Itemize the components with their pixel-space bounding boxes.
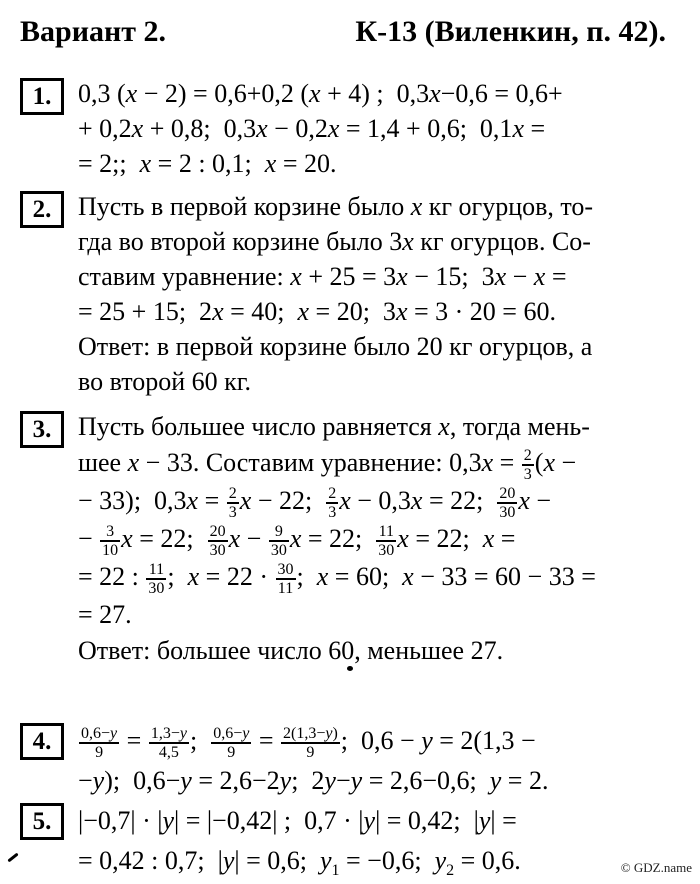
math-variable: y [242, 725, 250, 743]
math-variable: y [162, 806, 174, 836]
math-variable: y [179, 725, 187, 743]
fraction-denominator: 30 [270, 542, 287, 560]
fraction [100, 523, 120, 559]
math-variable: x [339, 486, 351, 516]
fraction-numerator: 2(1,3−y) [283, 725, 338, 743]
math-variable: x [397, 524, 409, 554]
subscript: 2 [446, 862, 455, 880]
math-variable: x [290, 262, 302, 291]
fraction [326, 485, 338, 521]
math-variable: x [256, 114, 268, 143]
math-variable: x [429, 79, 441, 108]
fraction-denominator: 30 [378, 542, 395, 560]
math-line: = 25 + 15; 2x = 40; x = 20; 3x = 3 · 20 = 60. [78, 297, 556, 326]
fraction-denominator: 9 [227, 744, 236, 762]
problem-item [20, 721, 672, 801]
math-variable: x [395, 297, 408, 326]
math-variable: x [212, 297, 224, 326]
math-variable: y [319, 846, 332, 876]
variant-title: Вариант 2. [20, 15, 167, 48]
problem-lines [78, 801, 672, 881]
math-variable: x [228, 524, 241, 554]
fraction-denominator: 3 [328, 504, 337, 522]
subscript: 1 [331, 862, 340, 880]
fraction-numerator: 11 [376, 523, 396, 542]
math-variable: x [125, 79, 138, 108]
fraction-denominator: 11 [277, 580, 294, 598]
math-line: Пусть большее число равняется x, тогда мень- [78, 412, 590, 441]
fraction-numerator: 20 [209, 523, 226, 541]
math-variable: y [222, 846, 235, 876]
math-variable: x [481, 448, 494, 477]
math-variable: y [489, 766, 502, 796]
problem-number-box: 4. [20, 723, 64, 760]
math-variable: x [139, 149, 152, 178]
math-line: Ответ: большее число 60, меньшее 27. [78, 636, 504, 666]
fraction [281, 725, 340, 761]
problem-number-box: 1. [20, 78, 64, 115]
math-variable: x [239, 486, 252, 516]
math-variable: x [187, 562, 200, 592]
math-line: − 33); 0,3x = $\frac{2}{3}$ x − 22; $\frac{2}{3}$ x − 0,3x = 22; $\frac{20}{30}$ x − [78, 485, 552, 522]
math-variable: y [180, 766, 192, 796]
math-line: = 22 : $\frac{11}{30}$ ; x = 22 · $\frac{30}{11}$ ; x = 60; x − 33 = 60 − 33 = [78, 561, 596, 598]
math-line: − $\frac{3}{10}$ x = 22; $\frac{20}{30}$ x − $\frac{9}{30}$ x = 22; $\frac{11}{30}$ x = 22; x = [78, 523, 516, 560]
fraction [211, 725, 251, 761]
math-variable: x [121, 524, 133, 554]
fraction-numerator: 0,6−y [213, 725, 250, 743]
problem-lines [78, 409, 672, 669]
fraction [149, 725, 189, 761]
fraction-numerator: 2 [328, 485, 337, 503]
fraction-numerator: 2 [228, 485, 237, 503]
fraction-numerator: 9 [269, 523, 289, 542]
fraction [208, 523, 228, 559]
fraction-denominator: 30 [148, 580, 165, 598]
math-variable: x [512, 114, 524, 143]
fraction-numerator: 30 [277, 561, 294, 579]
fraction [269, 523, 289, 559]
problem-item [20, 189, 672, 399]
fraction-numerator: 1,3−y [150, 725, 187, 743]
scan-artifact-dot [347, 666, 353, 671]
math-variable: x [482, 524, 495, 554]
math-variable: x [297, 297, 310, 326]
fraction-denominator: 3 [523, 466, 532, 484]
math-variable: y [110, 725, 118, 743]
math-line: + 0,2x + 0,8; 0,3x − 0,2x = 1,4 + 0,6; 0,1x = [78, 114, 546, 143]
math-variable: y [325, 725, 333, 743]
fraction-denominator: 30 [499, 504, 516, 522]
math-variable: y [92, 766, 105, 796]
math-variable: y [421, 726, 433, 756]
fraction [376, 523, 396, 559]
fraction [497, 485, 517, 521]
fraction [227, 485, 239, 521]
math-variable: y [363, 806, 376, 836]
problem-item [20, 76, 672, 181]
math-variable: x [131, 114, 144, 143]
fraction [79, 725, 119, 761]
fraction-denominator: 3 [228, 504, 237, 522]
math-line: Пусть в первой корзине было x кг огурцов, то- [78, 192, 594, 221]
math-variable: y [279, 766, 292, 796]
math-line: гда во второй корзине было 3x кг огурцов. Со- [78, 227, 591, 256]
problem-lines [78, 189, 672, 399]
math-variable: x [410, 192, 423, 221]
math-variable: y [324, 766, 336, 796]
fraction-numerator: 20 [499, 485, 516, 503]
math-variable: x [316, 562, 329, 592]
math-variable: x [438, 412, 450, 441]
fraction-numerator: 11 [146, 561, 166, 580]
math-line: −y); 0,6−y = 2,6−2y; 2y−y = 2,6−0,6; y = 2. [78, 766, 549, 796]
math-variable: x [543, 448, 556, 477]
math-line: 0,3 (x − 2) = 0,6+0,2 (x + 4) ; 0,3x−0,6 = 0,6+ [78, 79, 563, 108]
fraction [146, 561, 166, 597]
math-variable: x [264, 149, 277, 178]
watermark-copyright: © GDZ.name [620, 860, 692, 875]
problem-number-box: 3. [20, 411, 64, 448]
math-variable: x [533, 262, 546, 291]
fraction-denominator: 30 [209, 542, 226, 560]
problem-number-box: 2. [20, 191, 64, 228]
problem-number-box: 5. [20, 803, 64, 840]
math-line: = 0,42 : 0,7; |y| = 0,6; $y_1 = -0,6$; $y_2 = 0,6$. [78, 846, 521, 880]
math-variable: x [289, 524, 302, 554]
math-line: Ответ: в первой корзине было 20 кг огурцов, а [78, 332, 593, 361]
problem-lines [78, 721, 672, 801]
fraction [276, 561, 296, 597]
problem-item [20, 409, 672, 669]
math-variable: x [402, 562, 414, 592]
math-variable: x [186, 486, 199, 516]
math-variable: x [327, 114, 340, 143]
math-variable: x [309, 79, 321, 108]
fraction-numerator: 2 [523, 447, 532, 465]
problems-list [0, 76, 700, 881]
fraction-denominator: 4,5 [158, 744, 179, 762]
math-variable: x [518, 486, 530, 516]
math-line: $\frac{0,6-y}{9}$ = $\frac{1,3-y}{4,5}$ ; $\frac{0,6-y}{9}$ = $\frac{2(1,3-y)}{9}$ ; 0,6 − y = 2(1,3 − [81, 725, 536, 762]
math-line: во второй 60 кг. [78, 367, 252, 396]
problem-lines [78, 76, 672, 181]
test-title: К-13 (Виленкин, п. 42). [355, 15, 666, 48]
math-variable: x [127, 448, 140, 477]
math-variable: y [478, 806, 491, 836]
fraction [522, 447, 534, 483]
math-variable: x [410, 486, 423, 516]
math-variable: y [350, 766, 363, 796]
fraction-denominator: 9 [306, 744, 315, 762]
fraction-denominator: 9 [95, 744, 104, 762]
math-line: |−0,7| · |y| = |−0,42| ; 0,7 · |y| = 0,42; |y| = [78, 806, 517, 836]
page-header [0, 0, 700, 50]
problem-item [20, 801, 672, 881]
math-variable: y [434, 846, 447, 876]
fraction-numerator: 3 [100, 523, 120, 542]
math-line: шее x − 33. Составим уравнение: 0,3x = $\frac{2}{3}$ (x − [78, 447, 577, 484]
fraction-denominator: 10 [102, 542, 119, 560]
math-variable: x [402, 227, 414, 256]
math-variable: x [494, 262, 507, 291]
math-variable: x [396, 262, 408, 291]
fraction-numerator: 0,6−y [81, 725, 118, 743]
math-line: = 2;; x = 2 : 0,1; x = 20. [78, 149, 337, 178]
math-line: = 27. [78, 600, 132, 630]
math-line: ставим уравнение: x + 25 = 3x − 15; 3x − x = [78, 262, 567, 291]
